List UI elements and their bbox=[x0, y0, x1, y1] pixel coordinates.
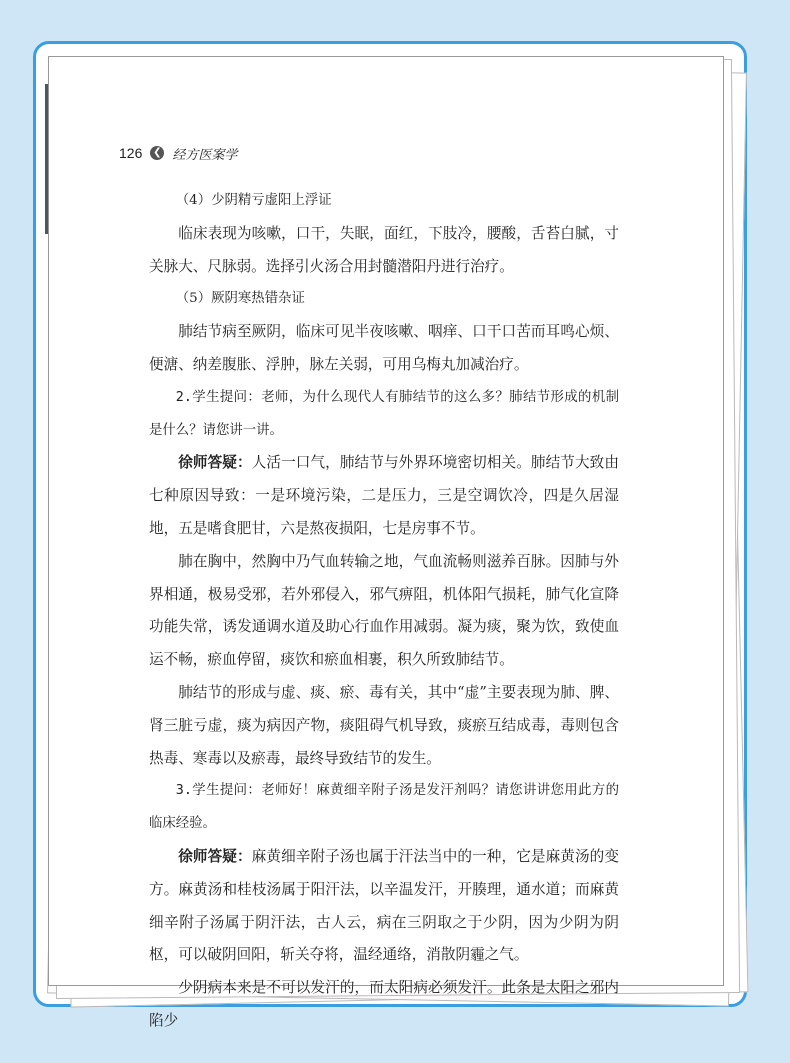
book-page bbox=[48, 56, 724, 1029]
body-paragraph: 肺结节的形成与虚、痰、瘀、毒有关，其中“虚”主要表现为肺、脾、肾三脏亏虚，痰为病因产物，痰阻碍气机导致，痰瘀互结成毒，毒则包含热毒、寒毒以及瘀毒，最终导致结节的发生。 bbox=[149, 683, 619, 767]
page-body bbox=[149, 185, 619, 1038]
section-heading: （5）厥阴寒热错杂证 bbox=[175, 291, 305, 307]
body-paragraph: 肺在胸中，然胸中乃气血转输之地，气血流畅则滋养百脉。因肺与外界相通，极易受邪，若外邪侵入，邪气痹阻，机体阳气损耗，肺气化宣降功能失常，诱发通调水道及助心行血作用减弱。凝为痰，聚为饮，致使血运不畅，瘀血停留，痰饮和瘀血相裹，积久所致肺结节。 bbox=[149, 552, 619, 669]
teacher-answer: 徐师答疑：麻黄细辛附子汤也属于汗法当中的一种，它是麻黄汤的变方。麻黄汤和桂枝汤属于阳汗法，以辛温发汗，开腠理，通水道；而麻黄细辛附子汤属于阴汗法，古人云，病在三阴取之于少阴，因为少阴为阴枢，可以破阴回阳，斩关夺将，温经通络，消散阴霾之气。 bbox=[149, 847, 619, 964]
student-question: 2.学生提问：老师，为什么现代人有肺结节的这么多？肺结节形成的机制是什么？请您讲一讲。 bbox=[149, 389, 619, 438]
answer-label: 徐师答疑： bbox=[178, 847, 252, 865]
image-frame bbox=[33, 41, 747, 1029]
student-question: 3.学生提问：老师好！麻黄细辛附子汤是发汗剂吗？请您讲讲您用此方的临床经验。 bbox=[149, 783, 619, 832]
section-heading: （4）少阴精亏虚阳上浮证 bbox=[175, 193, 332, 208]
page-number: 126 bbox=[119, 145, 143, 161]
body-paragraph: 临床表现为咳嗽，口干，失眠，面红，下肢冷，腰酸，舌苔白腻，寸关脉大、尺脉弱。选择引火汤合用封髓潜阳丹进行治疗。 bbox=[149, 224, 619, 275]
body-paragraph: 少阴病本来是不可以发汗的，而太阳病必须发汗。此条是太阳之邪内陷少 bbox=[149, 979, 619, 1029]
teacher-answer: 徐师答疑：人活一口气，肺结节与外界环境密切相关。肺结节大致由七种原因导致：一是环境污染，二是压力，三是空调饮冷，四是久居湿地，五是嗜食肥甘，六是熬夜损阳，七是房事不节。 bbox=[149, 454, 619, 537]
answer-label: 徐师答疑： bbox=[178, 454, 252, 472]
back-arrow-icon: ❮ bbox=[150, 146, 164, 160]
book-title: 经方医案学 bbox=[172, 147, 238, 163]
body-paragraph: 肺结节病至厥阴，临床可见半夜咳嗽、咽痒、口干口苦而耳鸣心烦、便溏、纳差腹胀、浮肿，脉左关弱，可用乌梅丸加减治疗。 bbox=[149, 323, 619, 373]
running-head bbox=[119, 143, 237, 163]
